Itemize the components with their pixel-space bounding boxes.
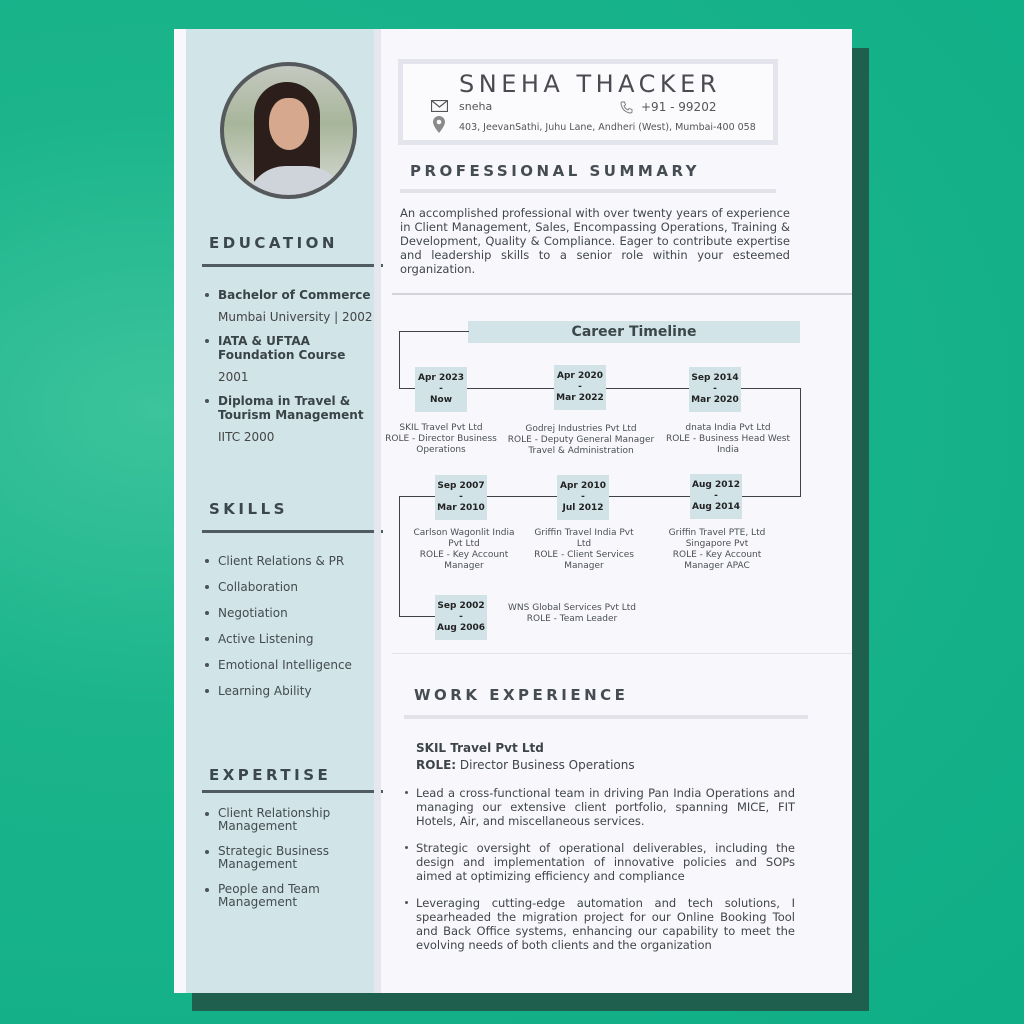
summary-divider [400,189,776,193]
career-timeline-title: Career Timeline [468,321,800,343]
degree-detail: 2001 [218,370,249,384]
phone-text: +91 - 99202 [641,100,717,114]
skill-item: Active Listening [204,632,384,646]
degree-detail: Mumbai University | 2002 [218,310,373,324]
timeline-date: Apr 2020 - Mar 2022 [554,365,606,410]
skills-heading: SKILLS [209,500,288,518]
expertise-heading: EXPERTISE [209,766,332,784]
job-bullet: Lead a cross-functional team in driving Pan India Operations and managing our extensive client portfolio, spanning MICE, FIT Hotels, Air, and miscellaneous services. [402,786,795,828]
timeline-entry: SKIL Travel Pvt Ltd ROLE - Director Business Operations [385,423,497,455]
email-text: sneha [459,100,493,113]
job-bullets [402,786,795,965]
degree: IATA & UFTAA Foundation Course [218,334,346,362]
expertise-item: People and Team Management [204,883,354,909]
degree-detail: IITC 2000 [218,430,275,444]
timeline-entry: Carlson Wagonlit India Pvt Ltd ROLE - Key Account Manager [413,528,515,571]
work-experience-divider [404,715,808,719]
timeline-date: Apr 2023 - Now [415,367,467,412]
expertise-item: Client Relationship Management [204,807,354,833]
timeline-date: Sep 2014 - Mar 2020 [689,367,741,412]
education-item [204,334,384,384]
timeline-entry: Griffin Travel PTE, Ltd Singapore Pvt ROLE - Key Account Manager APAC [668,528,766,571]
candidate-name: SNEHA THACKER [459,70,721,98]
timeline-date: Sep 2002 - Aug 2006 [435,595,487,640]
degree: Diploma in Travel & Tourism Management [218,394,364,422]
resume-page [174,29,852,993]
job-bullet: Leveraging cutting-edge automation and tech solutions, I spearheaded the migration project for our Online Booking Tool and Back Office systems, enhancing our capability to meet the evolving needs of both clients and the organization [402,896,795,952]
section-divider [392,293,852,295]
job-role [416,758,635,772]
summary-heading: PROFESSIONAL SUMMARY [410,162,701,180]
skills-divider [202,530,383,533]
role-value: Director Business Operations [456,758,635,772]
timeline-connector [800,388,801,497]
education-item [204,394,384,444]
timeline-entry: dnata India Pvt Ltd ROLE - Business Head West India [665,423,791,455]
education-list [204,288,384,454]
timeline-date: Sep 2007 - Mar 2010 [435,475,487,520]
timeline-connector [399,496,400,617]
timeline-entry: Griffin Travel India Pvt Ltd ROLE - Client Services Manager [534,528,634,571]
job-company: SKIL Travel Pvt Ltd [416,741,544,755]
sidebar [186,29,374,993]
education-item [204,288,384,324]
timeline-date: Apr 2010 - Jul 2012 [557,475,609,520]
skill-item: Emotional Intelligence [204,658,384,672]
education-divider [202,264,383,267]
timeline-connector [399,616,437,617]
degree: Bachelor of Commerce [218,288,371,302]
expertise-item: Strategic Business Management [204,845,354,871]
timeline-entry: WNS Global Services Pvt Ltd ROLE - Team Leader [508,603,636,624]
job-bullet: Strategic oversight of operational deliverables, including the design and implementation of innovative policies and SOPs aimed at optimizing efficiency and compliance [402,841,795,883]
skill-item: Learning Ability [204,684,384,698]
skill-item: Collaboration [204,580,384,594]
skills-list [204,554,384,710]
address-text: 403, JeevanSathi, Juhu Lane, Andheri (West), Mumbai-400 058 [459,122,756,133]
expertise-divider [202,790,383,793]
mail-icon [431,97,448,116]
work-experience-heading: WORK EXPERIENCE [414,686,629,704]
phone-icon [620,99,633,118]
contact-card [398,59,778,145]
profile-photo [220,62,357,199]
timeline-connector [399,331,469,332]
location-pin-icon [433,116,445,137]
skill-item: Negotiation [204,606,384,620]
timeline-connector [399,331,400,388]
expertise-list [204,807,354,921]
timeline-entry: Godrej Industries Pvt Ltd ROLE - Deputy General Manager Travel & Administration [507,424,655,456]
timeline-date: Aug 2012 - Aug 2014 [690,474,742,519]
section-divider [392,653,852,654]
role-label: ROLE: [416,758,457,772]
summary-text: An accomplished professional with over twenty years of experience in Client Management, Sales, Encompassing Operations, Training & Development, Quality & Compliance. Eager to contribute expertise and leadership skills to a senior role within your esteemed organization. [400,206,790,276]
skill-item: Client Relations & PR [204,554,384,568]
education-heading: EDUCATION [209,234,338,252]
sidebar-edge [374,29,381,993]
